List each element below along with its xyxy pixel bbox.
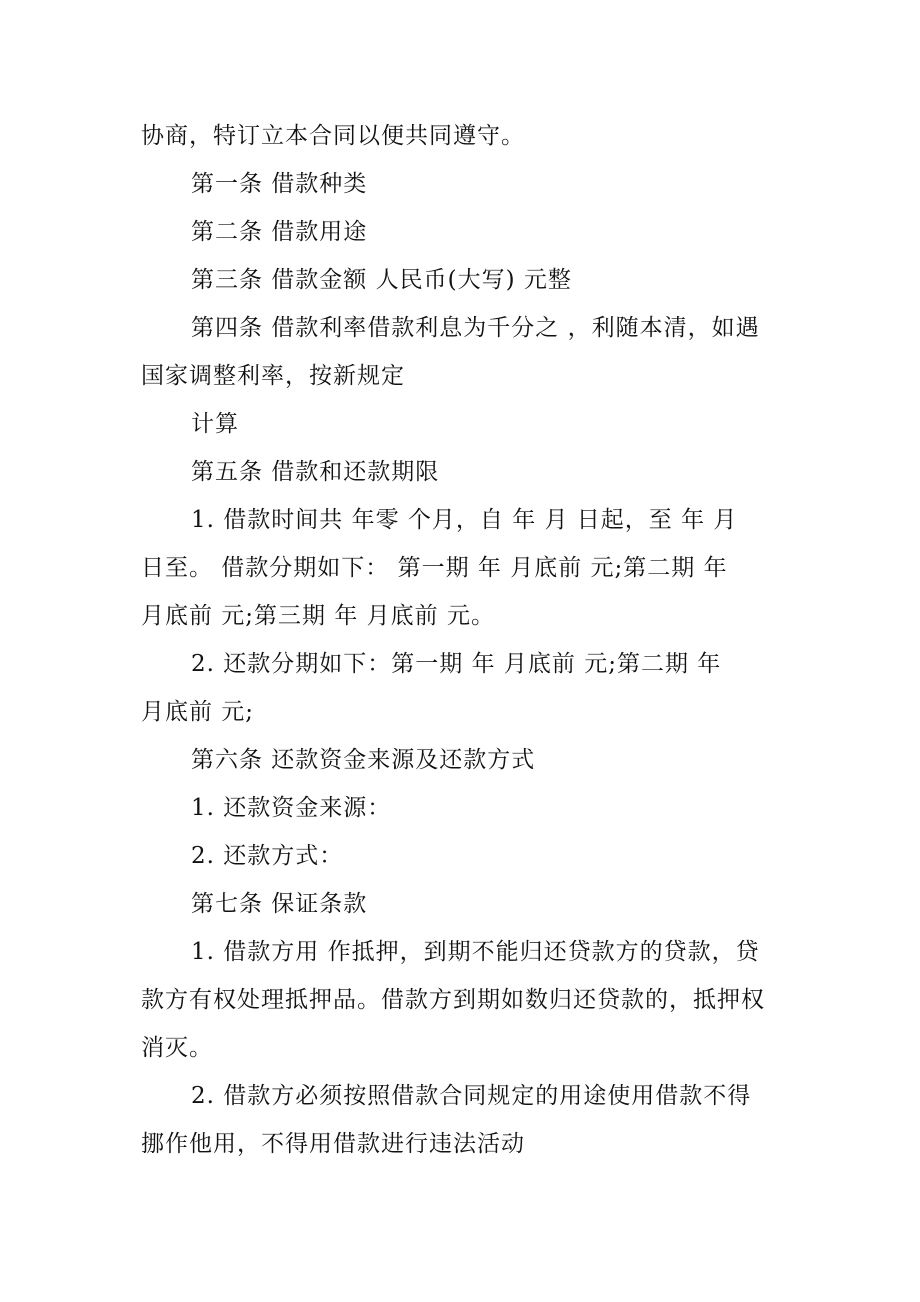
clause-6-heading: 第六条 还款资金来源及还款方式 <box>191 747 536 773</box>
text-line: 款方有权处理抵押品。借款方到期如数归还贷款的，抵押权 <box>141 987 765 1013</box>
text-line: 消灭。 <box>141 1035 213 1061</box>
text-line: 2. 借款方必须按照借款合同规定的用途使用借款不得 <box>191 1083 752 1109</box>
text-line: 国家调整利率，按新规定 <box>141 363 405 389</box>
contract-body <box>141 112 781 1168</box>
text-line: 1. 还款资金来源： <box>191 795 392 821</box>
clause-2-heading: 第二条 借款用途 <box>191 219 368 245</box>
text-line: 挪作他用，不得用借款进行违法活动 <box>141 1131 525 1157</box>
clause-7-heading: 第七条 保证条款 <box>191 891 368 917</box>
text-line: 月底前 元;第三期 年 月底前 元。 <box>141 603 495 629</box>
text-line: 计算 <box>191 411 239 437</box>
clause-1-heading: 第一条 借款种类 <box>191 171 368 197</box>
text-line: 1. 借款时间共 年零 个月，自 年 月 日起，至 年 月 <box>191 507 738 533</box>
text-line: 1. 借款方用 作抵押，到期不能归还贷款方的贷款，贷 <box>191 939 760 965</box>
clause-5-heading: 第五条 借款和还款期限 <box>191 459 440 485</box>
text-line: 协商，特订立本合同以便共同遵守。 <box>141 123 525 149</box>
clause-4-heading: 第四条 借款利率借款利息为千分之 ，利随本清，如遇 <box>191 315 760 341</box>
text-line: 月底前 元; <box>141 699 255 725</box>
text-line: 2. 还款方式： <box>191 843 344 869</box>
text-line: 日至。 借款分期如下： 第一期 年 月底前 元;第二期 年 <box>141 555 728 581</box>
text-line: 2. 还款分期如下：第一期 年 月底前 元;第二期 年 <box>191 651 722 677</box>
clause-3-heading: 第三条 借款金额 人民币(大写) 元整 <box>191 267 572 293</box>
